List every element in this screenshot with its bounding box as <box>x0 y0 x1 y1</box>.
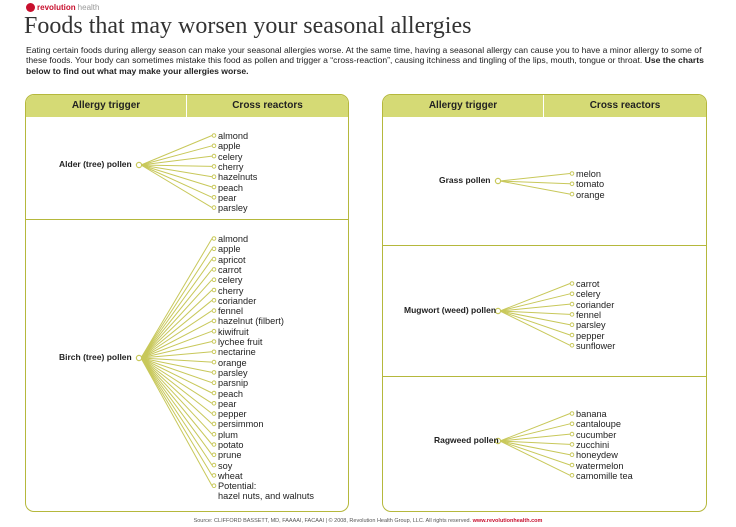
cross-reactor-item: nectarine <box>218 347 256 358</box>
connector-line <box>500 434 570 441</box>
connector-line <box>500 284 570 312</box>
cross-reactor-item: hazelnut (filbert) <box>218 316 284 327</box>
connector-lines <box>26 95 348 511</box>
intro-bold-text: Use the charts below to find out what may make your allergies worse. <box>26 55 704 76</box>
cross-reactor-item: cucumber <box>576 429 617 440</box>
cross-reactor-item: fennel <box>218 306 244 317</box>
item-node-icon <box>570 463 574 467</box>
cross-reactor-item: Potential: hazel nuts, and walnuts <box>218 481 315 502</box>
item-node-icon <box>570 333 574 337</box>
item-node-icon <box>570 453 574 457</box>
item-node-icon <box>570 344 574 348</box>
column-header-cross-reactors: Cross reactors <box>589 100 661 111</box>
item-node-icon <box>212 175 216 179</box>
connector-line <box>141 358 212 424</box>
cross-reactor-item: soy <box>218 460 233 471</box>
connector-line <box>500 304 570 311</box>
item-node-icon <box>570 412 574 416</box>
footer <box>0 518 736 524</box>
item-node-icon <box>212 319 216 323</box>
cross-reactor-item: fennel <box>576 309 602 320</box>
connector-line <box>500 311 570 345</box>
cross-reactor-item: sunflower <box>576 340 616 351</box>
item-node-icon <box>212 185 216 189</box>
item-node-icon <box>212 371 216 375</box>
connector-line <box>141 358 212 455</box>
item-node-icon <box>212 144 216 148</box>
cross-reactor-item: wheat <box>218 470 243 481</box>
column-header-allergy-trigger: Allergy trigger <box>383 95 544 117</box>
allergy-trigger-label: Ragweed pollen <box>434 435 499 445</box>
item-node-icon <box>212 340 216 344</box>
intro-paragraph <box>26 45 708 76</box>
cross-reactor-item: camomille tea <box>576 470 633 481</box>
cross-reactor-item: celery <box>576 289 601 300</box>
cross-reactor-item: watermelon <box>576 460 624 471</box>
cross-reactor-item: tomato <box>576 179 605 190</box>
item-node-icon <box>212 278 216 282</box>
item-node-icon <box>570 422 574 426</box>
left-allergy-panel <box>25 94 349 512</box>
cross-reactor-item: carrot <box>576 279 600 289</box>
item-node-icon <box>212 443 216 447</box>
connector-line <box>500 174 570 182</box>
cross-reactor-item: pepper <box>218 409 247 420</box>
cross-reactor-item: pear <box>218 398 237 409</box>
item-node-icon <box>212 381 216 385</box>
cross-reactor-item: orange <box>576 189 605 200</box>
connector-line <box>500 424 570 441</box>
cross-reactor-item: coriander <box>576 299 615 310</box>
item-node-icon <box>212 350 216 354</box>
revolution-health-logo <box>26 3 99 12</box>
item-node-icon <box>212 237 216 241</box>
item-node-icon <box>212 432 216 436</box>
connector-line <box>141 311 212 358</box>
cross-reactor-item: pepper <box>576 330 605 341</box>
item-node-icon <box>212 474 216 478</box>
connector-line <box>141 358 212 486</box>
allergy-trigger-label: Grass pollen <box>439 175 491 185</box>
connector-line <box>141 280 212 358</box>
logo-brand: revolution <box>37 3 76 12</box>
item-node-icon <box>212 257 216 261</box>
cross-reactor-item: banana <box>576 409 607 419</box>
page-title: Foods that may worsen your seasonal allergies <box>24 13 472 39</box>
item-node-icon <box>570 292 574 296</box>
trigger-node-icon <box>136 355 141 360</box>
allergy-trigger-label: Alder (tree) pollen <box>59 159 132 169</box>
cross-reactor-item: apple <box>218 244 241 255</box>
cross-reactor-item: orange <box>218 357 247 368</box>
logo-icon <box>26 3 35 12</box>
item-node-icon <box>212 206 216 210</box>
cross-reactor-item: carrot <box>218 264 242 275</box>
cross-reactor-item: parsley <box>218 367 248 378</box>
cross-reactor-item: zucchini <box>576 439 610 450</box>
footer-source: Source: CLIFFORD BASSETT, MD, FAAAAI, FACAAI | © 2008, Revolution Health Group, LLC. All rights reserved. <box>193 518 472 524</box>
trigger-node-icon <box>136 162 141 167</box>
cross-reactor-item: parsley <box>576 320 606 331</box>
item-node-icon <box>570 474 574 478</box>
allergy-trigger-label: Mugwort (weed) pollen <box>404 305 497 315</box>
item-node-icon <box>570 323 574 327</box>
cross-reactor-item: kiwifruit <box>218 326 249 337</box>
connector-line <box>141 146 212 165</box>
connector-line <box>141 358 212 445</box>
item-node-icon <box>570 192 574 196</box>
cross-reactor-item: celery <box>218 151 243 162</box>
cross-reactor-item: parsnip <box>218 378 249 389</box>
logo-suffix: health <box>77 3 100 12</box>
item-node-icon <box>570 302 574 306</box>
item-node-icon <box>212 134 216 138</box>
cross-reactor-item: potato <box>218 440 244 450</box>
trigger-node-icon <box>495 178 500 183</box>
item-node-icon <box>212 268 216 272</box>
item-node-icon <box>212 154 216 158</box>
item-node-icon <box>212 360 216 364</box>
cross-reactor-item: prune <box>218 450 242 461</box>
cross-reactor-item: pear <box>218 192 237 203</box>
footer-link[interactable]: www.revolutionhealth.com <box>472 518 543 524</box>
item-node-icon <box>212 329 216 333</box>
item-node-icon <box>212 412 216 416</box>
connector-lines <box>383 95 706 511</box>
connector-line <box>141 239 212 359</box>
item-node-icon <box>570 313 574 317</box>
connector-line <box>141 358 212 414</box>
connector-line <box>141 249 212 358</box>
allergy-trigger-label: Birch (tree) pollen <box>59 352 132 362</box>
column-header-allergy-trigger: Allergy trigger <box>26 95 187 117</box>
intro-text: Eating certain foods during allergy season can make your seasonal allergies worse. At the same time, having a seasonal allergy can cause you to have a minor allergy to some of these foods. Your body can sometimes mistake this food as pollen and trigger a “cross-reaction”, causing itchiness and tingling of the lips, mouth, tongue or throat. <box>26 45 702 66</box>
item-node-icon <box>570 182 574 186</box>
item-node-icon <box>212 422 216 426</box>
item-node-icon <box>212 309 216 313</box>
item-node-icon <box>212 165 216 169</box>
item-node-icon <box>212 484 216 488</box>
item-node-icon <box>570 172 574 176</box>
cross-reactor-item: plum <box>218 429 238 440</box>
item-node-icon <box>212 391 216 395</box>
item-node-icon <box>212 288 216 292</box>
cross-reactor-item: persimmon <box>218 419 264 430</box>
cross-reactor-item: peach <box>218 388 244 399</box>
item-node-icon <box>570 432 574 436</box>
item-node-icon <box>570 443 574 447</box>
item-node-icon <box>212 247 216 251</box>
cross-reactor-item: apple <box>218 141 241 152</box>
item-node-icon <box>212 299 216 303</box>
cross-reactor-item: hazelnuts <box>218 172 258 183</box>
cross-reactor-item: cherry <box>218 161 244 172</box>
cross-reactor-item: apricot <box>218 254 246 265</box>
item-node-icon <box>212 402 216 406</box>
connector-line <box>141 165 212 166</box>
cross-reactor-item: cherry <box>218 285 244 296</box>
trigger-node-icon <box>495 308 500 313</box>
cross-reactor-item: parsley <box>218 203 248 214</box>
connector-line <box>141 358 212 465</box>
cross-reactor-item: coriander <box>218 295 257 306</box>
item-node-icon <box>212 196 216 200</box>
connector-line <box>141 165 212 197</box>
connector-line <box>500 414 570 442</box>
connector-line <box>500 441 570 475</box>
item-node-icon <box>570 282 574 286</box>
connector-line <box>141 290 212 358</box>
column-header-cross-reactors: Cross reactors <box>232 100 303 111</box>
item-node-icon <box>212 453 216 457</box>
cross-reactor-item: honeydew <box>576 450 618 461</box>
connector-line <box>141 165 212 187</box>
cross-reactor-item: celery <box>218 275 243 286</box>
cross-reactor-item: peach <box>218 182 244 193</box>
right-allergy-panel <box>382 94 707 512</box>
cross-reactor-item: melon <box>576 169 602 179</box>
item-node-icon <box>212 463 216 467</box>
cross-reactor-item: cantaloupe <box>576 419 621 430</box>
cross-reactor-item: almond <box>218 131 249 141</box>
connector-line <box>500 294 570 311</box>
connector-line <box>141 165 212 208</box>
cross-reactor-item: almond <box>218 234 249 244</box>
cross-reactor-item: lychee fruit <box>218 337 263 347</box>
